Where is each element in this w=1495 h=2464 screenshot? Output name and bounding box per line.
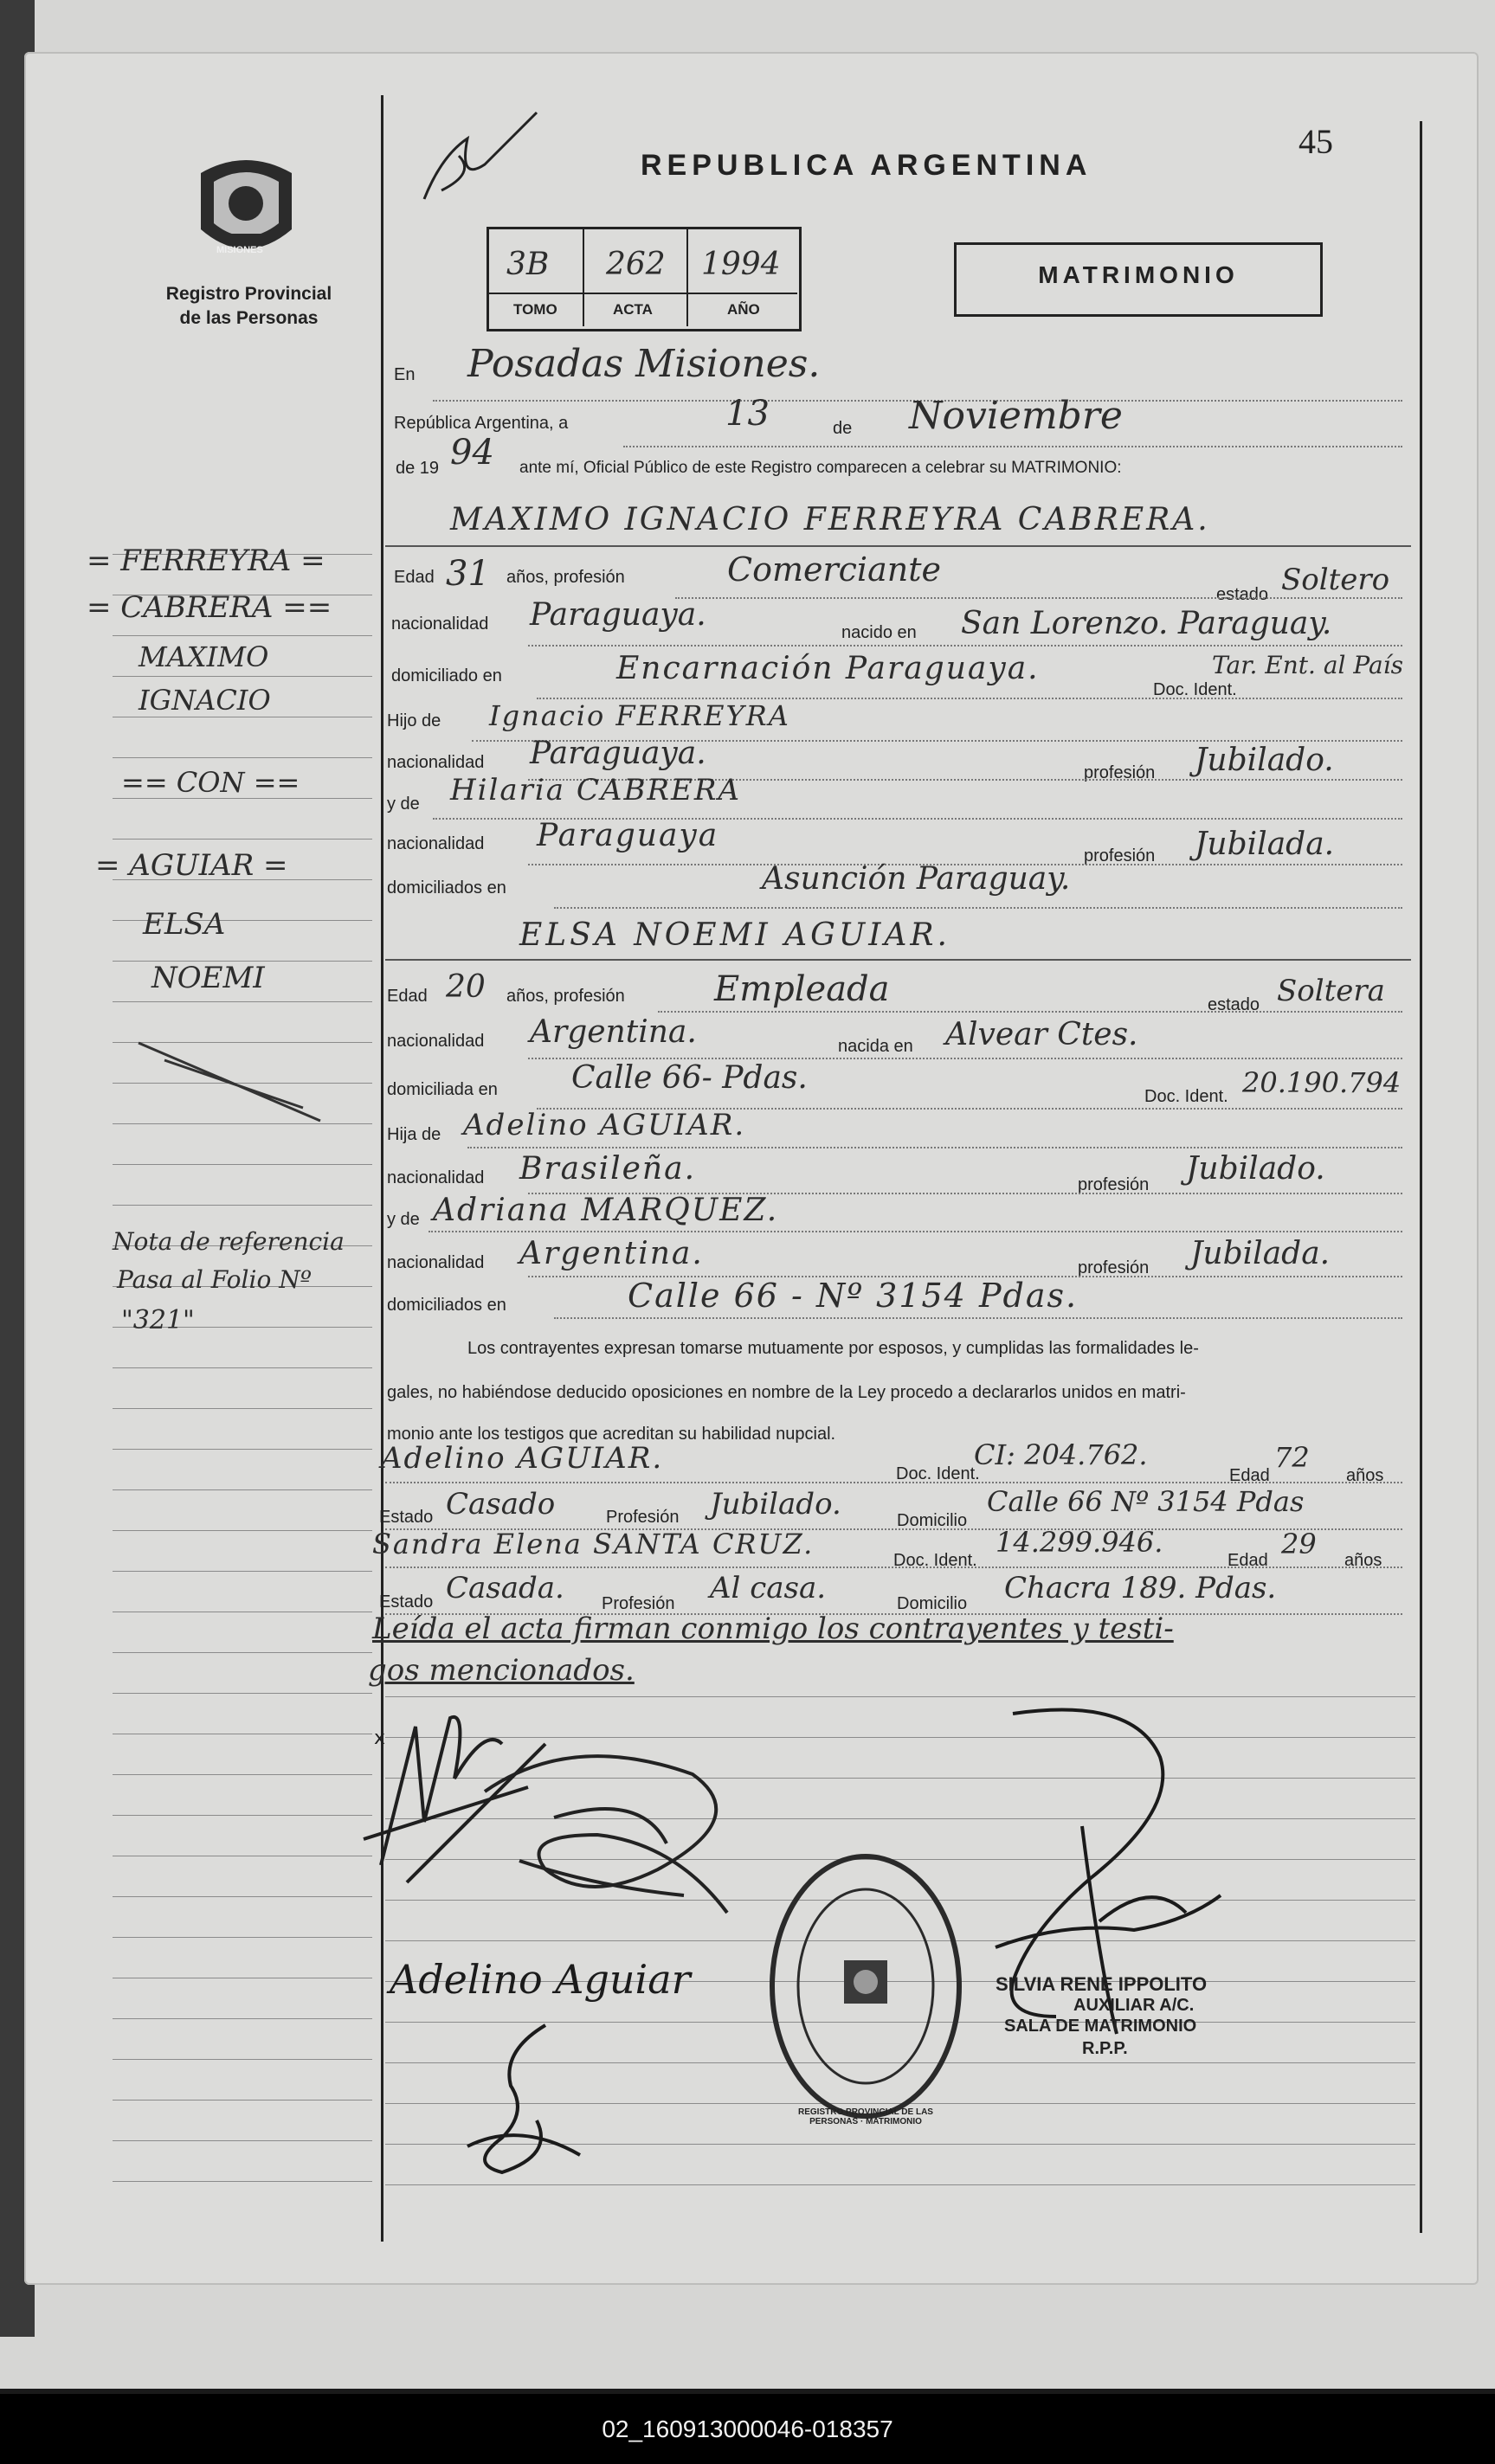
bride-parents-domicile: Calle 66 - Nº 3154 Pdas. <box>628 1277 1079 1315</box>
witness1-age: 72 <box>1274 1441 1310 1474</box>
groom-status: Soltero <box>1281 563 1390 597</box>
witness1-signature <box>390 1956 691 2003</box>
groom-line-2 <box>528 645 1402 647</box>
margin-dash-right-4: = <box>254 848 288 883</box>
groom-doc: Tar. Ent. al País <box>1212 651 1403 679</box>
groom-label-yde: y de <box>387 795 420 814</box>
witness2-name: Sandra Elena SANTA CRUZ. <box>372 1528 815 1560</box>
groom-profession: Comerciante <box>727 550 941 589</box>
margin-con <box>121 766 300 799</box>
bride-label-edad: Edad <box>387 987 428 1006</box>
month-value: Noviembre <box>909 394 1123 438</box>
bride-line-4 <box>467 1147 1402 1148</box>
bride-mother-label-profesion: profesión <box>1078 1258 1150 1277</box>
margin-rule-line <box>113 2018 372 2019</box>
bride-age: 20 <box>446 969 486 1005</box>
margin-surname-3 <box>95 848 288 883</box>
witness1-line-1 <box>385 1482 1402 1483</box>
margin-rule-line <box>113 757 372 758</box>
stamp-text: REGISTRO PROVINCIAL DE LAS PERSONAS · MATRIMONIO <box>798 2107 933 2126</box>
groom-father-profession: Jubilado. <box>1195 743 1334 778</box>
witness1-label-doc: Doc. Ident. <box>896 1464 980 1483</box>
bride-label-domicilio: domiciliada en <box>387 1080 498 1099</box>
margin-rule-line <box>113 1205 372 1206</box>
groom-domicile: Encarnación Paraguaya. <box>616 651 1040 686</box>
margin-dash-left-4: = <box>95 848 130 883</box>
margin-rule-line <box>113 2059 372 2060</box>
margin-surname-1-text: FERREYRA <box>120 544 292 578</box>
groom-label-domicilio: domiciliado en <box>391 666 502 685</box>
witness1-label-domicilio: Domicilio <box>897 1511 968 1530</box>
bride-father-profession: Jubilado. <box>1186 1151 1325 1187</box>
official-title: AUXILIAR A/C. <box>1073 1996 1195 2015</box>
acta-label: ACTA <box>613 301 653 318</box>
declaration-line-1: Los contrayentes expresan tomarse mutuamente por esposos, y cumplidas las formalidades le- <box>467 1339 1199 1358</box>
bride-mother-profession: Jubilada. <box>1190 1236 1331 1271</box>
record-id-divider-2 <box>686 228 688 326</box>
date-line <box>623 446 1402 447</box>
margin-rule-line <box>113 2181 372 2182</box>
bride-label-yde: y de <box>387 1210 420 1229</box>
witness2-doc: 14.299.946. <box>996 1526 1163 1559</box>
witness2-signature <box>450 2017 589 2185</box>
margin-rule-line <box>113 1367 372 1368</box>
bride-label-estado: estado <box>1208 995 1260 1014</box>
groom-nationality: Paraguaya. <box>530 597 706 633</box>
groom-father-nationality: Paraguaya. <box>530 736 706 771</box>
margin-given-3: ELSA <box>143 907 226 942</box>
margin-rule-line <box>113 1001 372 1002</box>
bride-birthplace: Alvear Ctes. <box>945 1017 1138 1052</box>
bride-profession: Empleada <box>714 969 890 1009</box>
groom-birthplace: San Lorenzo. Paraguay. <box>961 606 1332 641</box>
witness2-label-domicilio: Domicilio <box>897 1594 968 1613</box>
bride-name: ELSA NOEMI AGUIAR. <box>519 917 950 953</box>
day-value: 13 <box>725 394 770 434</box>
bride-father-nationality: Brasileña. <box>519 1151 697 1187</box>
groom-mother-nationality: Paraguaya <box>537 818 719 853</box>
margin-rule-line <box>113 1489 372 1490</box>
record-id-divider-h <box>489 293 797 294</box>
witness2-label-edad: Edad <box>1228 1551 1268 1570</box>
official-office: SALA DE MATRIMONIO <box>1004 2017 1197 2036</box>
groom-label-domiciliados: domiciliados en <box>387 878 506 897</box>
groom-label-nacionalidad: nacionalidad <box>391 614 489 634</box>
margin-surname-2 <box>87 590 332 625</box>
acta-value: 262 <box>606 247 666 282</box>
margin-surname-2-text: CABRERA <box>120 590 274 625</box>
groom-label-estado: estado <box>1216 585 1269 604</box>
margin-rule-line <box>113 1571 372 1572</box>
margin-dash-left-3: == <box>121 766 177 799</box>
tomo-label: TOMO <box>513 301 557 318</box>
bride-mother: Adriana MARQUEZ. <box>433 1193 779 1228</box>
declaration-line-2: gales, no habiéndose deducido oposiciones en nombre de la Ley procedo a declararlos unidos en matri- <box>387 1383 1186 1402</box>
margin-note-2: Pasa al Folio Nº <box>117 1265 312 1294</box>
witness1-profession: Jubilado. <box>710 1487 841 1522</box>
witness2-label-estado: Estado <box>379 1592 434 1612</box>
bride-domicile: Calle 66- Pdas. <box>571 1060 808 1096</box>
tomo-value: 3B <box>506 247 550 282</box>
witness1-status: Casado <box>446 1487 556 1522</box>
left-margin-line <box>381 95 383 2242</box>
witness1-name: Adelino AGUIAR. <box>381 1441 664 1476</box>
groom-name-line <box>385 545 1411 547</box>
bride-status: Soltera <box>1277 974 1385 1008</box>
witness2-label-profesion: Profesión <box>602 1594 675 1613</box>
witness2-domicile: Chacra 189. Pdas. <box>1004 1571 1277 1605</box>
margin-rule-line <box>113 1449 372 1450</box>
bride-father-label-nacionalidad: nacionalidad <box>387 1168 485 1187</box>
groom-line-1 <box>675 597 1402 599</box>
margin-surname-3-text: AGUIAR <box>129 848 255 883</box>
groom-mother-profession: Jubilada. <box>1195 827 1335 862</box>
top-initial-signature <box>407 104 563 221</box>
witness1-label-estado: Estado <box>379 1508 434 1527</box>
registry-seal <box>192 147 300 273</box>
bride-name-line <box>385 959 1411 961</box>
declaration-line-3: monio ante los testigos que acreditan su habilidad nupcial. <box>387 1425 836 1444</box>
place-value: Posadas Misiones. <box>467 342 821 386</box>
groom-label-doc: Doc. Ident. <box>1153 680 1237 699</box>
svg-text:x: x <box>374 1727 386 1749</box>
bride-doc: 20.190.794 <box>1242 1066 1402 1099</box>
margin-given-1: MAXIMO <box>139 640 269 673</box>
witness2-label-anos: años <box>1344 1551 1382 1570</box>
margin-dash-left: = <box>87 544 121 578</box>
bride-label-doc: Doc. Ident. <box>1144 1087 1228 1106</box>
record-type: MATRIMONIO <box>1038 261 1239 288</box>
year-value: 94 <box>450 433 494 473</box>
groom-line-8 <box>554 907 1402 909</box>
margin-given-4: NOEMI <box>151 961 265 995</box>
bride-mother-label-nacionalidad: nacionalidad <box>387 1253 485 1272</box>
margin-rule-line <box>113 1693 372 1694</box>
margin-rule-line <box>113 676 372 677</box>
registry-subname: de las Personas <box>179 308 319 328</box>
witness2-profession: Al casa. <box>710 1571 827 1605</box>
groom-father: Ignacio FERREYRA <box>489 699 790 732</box>
registry-name: Registro Provincial <box>165 284 332 304</box>
witness1-label-profesion: Profesión <box>606 1508 680 1527</box>
witness2-status: Casada. <box>446 1571 564 1605</box>
official-name: SILVIA RENE IPPOLITO <box>996 1973 1208 1995</box>
bride-label-profesion: años, profesión <box>506 987 625 1006</box>
witness1-label-anos: años <box>1346 1466 1384 1485</box>
bride-signature <box>467 1740 779 1943</box>
groom-age: 31 <box>446 554 490 594</box>
margin-surname-1 <box>87 544 325 578</box>
witness2-line-1 <box>385 1567 1402 1568</box>
stamp-seal-icon <box>762 1848 970 2125</box>
margin-rule-line <box>113 1408 372 1409</box>
margin-rule-line <box>113 1164 372 1165</box>
bride-father: Adelino AGUIAR. <box>463 1108 746 1142</box>
witness1-domicile: Calle 66 Nº 3154 Pdas <box>987 1485 1305 1518</box>
groom-father-label-nacionalidad: nacionalidad <box>387 753 485 772</box>
margin-rule-line <box>113 1815 372 1816</box>
label-en: En <box>394 365 416 384</box>
margin-rule-line <box>113 1652 372 1653</box>
groom-label-nacido: nacido en <box>841 623 917 642</box>
margin-dash-left-2: = <box>87 590 121 625</box>
bride-label-nacionalidad: nacionalidad <box>387 1032 485 1051</box>
label-ante-mi: ante mí, Oficial Público de este Registro comparecen a celebrar su MATRIMONIO: <box>519 459 1122 477</box>
bride-mother-nationality: Argentina. <box>519 1236 704 1271</box>
witness2-age: 29 <box>1281 1528 1317 1560</box>
closing-line-1: Leída el acta firman conmigo los contrayentes y testi- <box>372 1612 1174 1646</box>
witness1-signature-text: Adelino Aguiar <box>390 1956 691 2003</box>
image-caption: 02_160913000046-018357 <box>0 2394 1495 2464</box>
bride-nationality: Argentina. <box>530 1014 697 1050</box>
margin-strike-lines <box>130 1034 338 1134</box>
groom-father-label-profesion: profesión <box>1084 763 1156 782</box>
groom-name: MAXIMO IGNACIO FERREYRA CABRERA. <box>450 502 1210 537</box>
label-republica: República Argentina, a <box>394 414 569 433</box>
right-margin-line <box>1420 121 1422 2233</box>
bride-line-6 <box>429 1231 1402 1232</box>
margin-rule-line <box>113 1937 372 1938</box>
anio-value: 1994 <box>701 247 781 282</box>
margin-rule-line <box>113 2100 372 2101</box>
margin-dash-right-3: == <box>244 766 300 799</box>
bride-line-2 <box>528 1058 1402 1059</box>
margin-dash-right-2: == <box>273 590 332 625</box>
groom-mother: Hilaria CABRERA <box>450 773 741 807</box>
official-stamp <box>762 1848 970 2129</box>
margin-rule-line <box>113 1774 372 1775</box>
margin-dash-right: = <box>291 544 325 578</box>
bride-father-label-profesion: profesión <box>1078 1175 1150 1194</box>
official-office-2: R.P.P. <box>1082 2039 1128 2058</box>
margin-rule-line <box>113 1896 372 1897</box>
bride-line-8 <box>554 1317 1402 1319</box>
groom-mother-label-profesion: profesión <box>1084 846 1156 865</box>
margin-note-1: Nota de referencia <box>113 1227 345 1256</box>
closing-line-2: gos mencionados. <box>368 1653 635 1688</box>
label-de19: de 19 <box>396 459 440 478</box>
margin-rule-line <box>113 1530 372 1531</box>
witness1-label-edad: Edad <box>1229 1466 1270 1485</box>
groom-parents-domicile: Asunción Paraguay. <box>762 861 1071 897</box>
page-number: 45 <box>1298 122 1333 161</box>
groom-label-edad: Edad <box>394 568 435 587</box>
margin-rule-line <box>113 2140 372 2141</box>
groom-label-profesion: años, profesión <box>506 568 625 587</box>
record-id-divider-1 <box>583 228 584 326</box>
groom-mother-label-nacionalidad: nacionalidad <box>387 834 485 853</box>
witness2-label-doc: Doc. Ident. <box>893 1551 977 1570</box>
witness1-doc: CI: 204.762. <box>974 1438 1148 1471</box>
seal-text: MISIONES <box>216 245 263 255</box>
margin-con-text: CON <box>176 766 245 799</box>
bride-label-domiciliados: domiciliados en <box>387 1296 506 1315</box>
label-de: de <box>833 419 853 438</box>
bride-label-nacida: nacida en <box>838 1037 913 1056</box>
bride-label-hija: Hija de <box>387 1125 441 1144</box>
country-title: REPUBLICA ARGENTINA <box>641 149 1092 182</box>
margin-note-3: "321" <box>121 1305 195 1335</box>
bride-line-1 <box>658 1011 1402 1013</box>
margin-rule-line <box>113 839 372 840</box>
anio-label: AÑO <box>727 301 760 318</box>
groom-label-hijo: Hijo de <box>387 711 441 730</box>
margin-given-2: IGNACIO <box>139 684 271 717</box>
margin-rule-line <box>113 635 372 636</box>
